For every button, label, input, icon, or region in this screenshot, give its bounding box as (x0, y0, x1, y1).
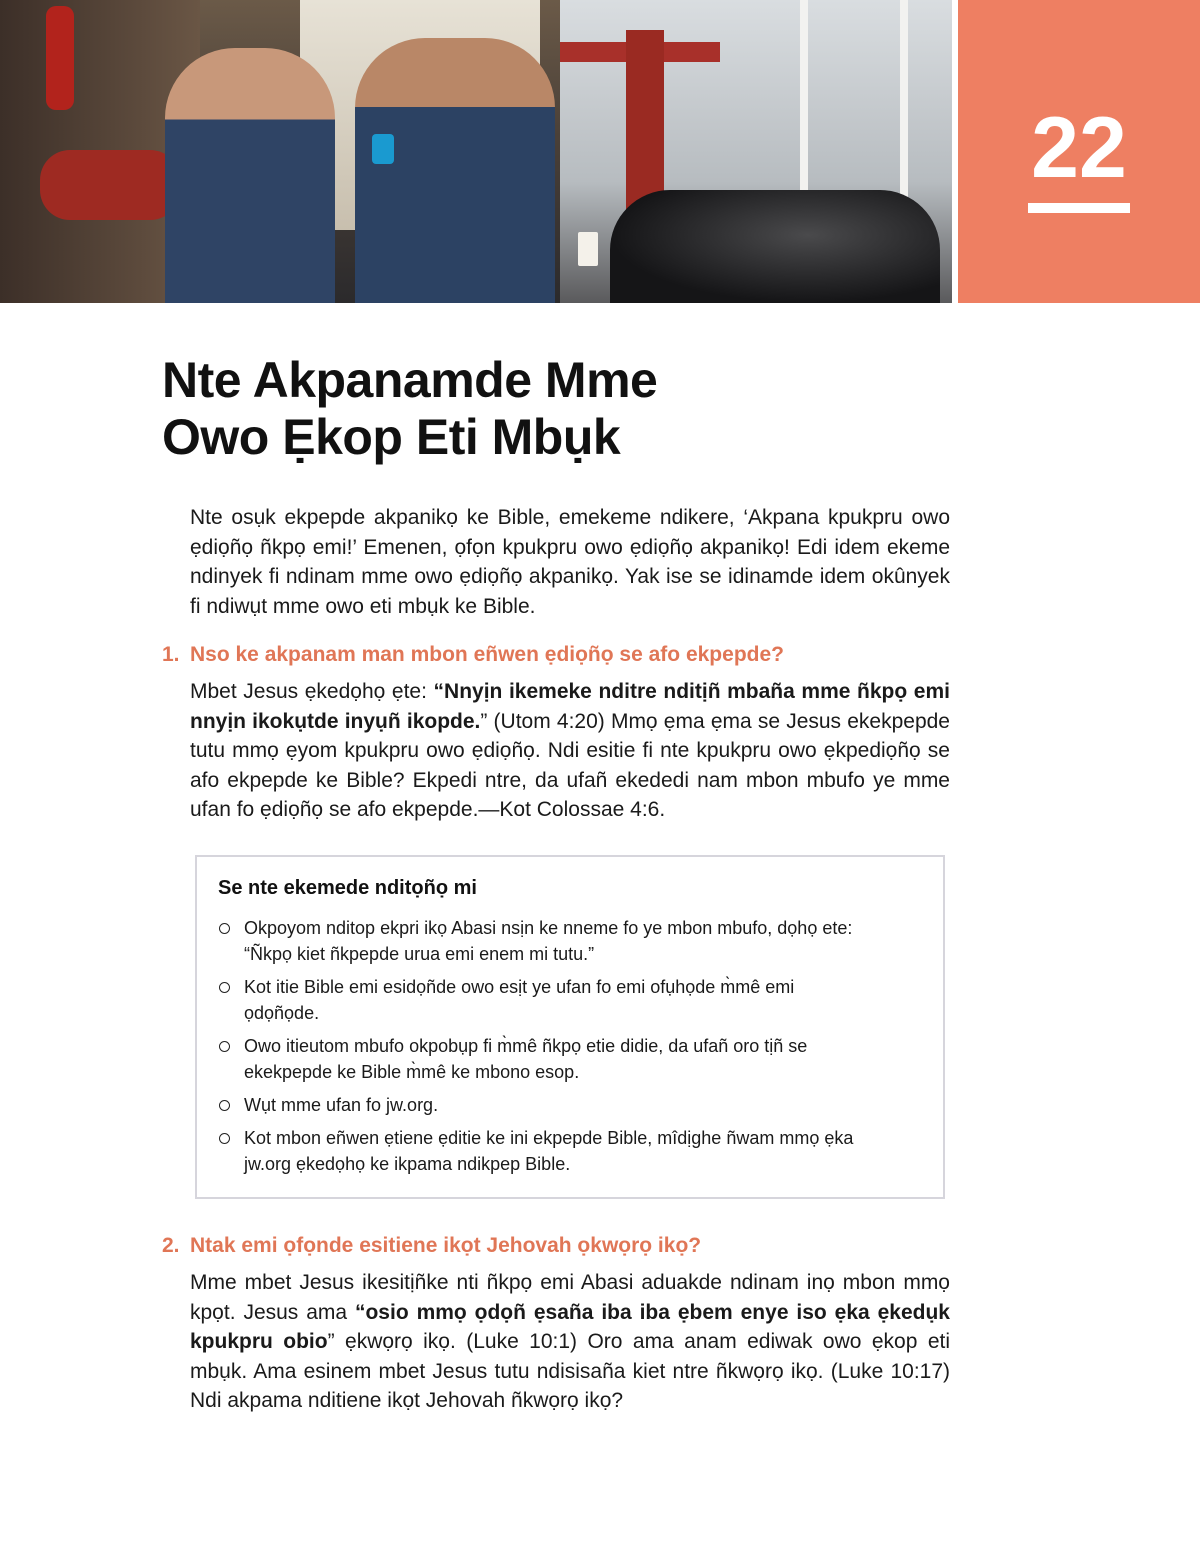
section-2-quote: “osio mmọ ọdọñ ẹsaña iba iba ẹbem enye iso ẹka ẹkedụk kpukpru obio (190, 1300, 950, 1354)
question-1-text: Nso ke akpanam man mbon eñwen ẹdiọñọ se afo ekpepde? (190, 643, 784, 666)
bullet-circle-icon (219, 923, 230, 934)
list-item-text: Okpoyom nditop ekpri ikọ Abasi nsịn ke nneme fo ye mbon mbufo, dọhọ ete: “Ñkpọ kiet ñkpepde urua emi enem mi tutu.” (244, 918, 853, 964)
chapter-underline (1028, 203, 1130, 213)
section-1-quote: “Nnyịn ikemeke nditre nditịñ mbaña mme ñkpọ emi nnyịn ikokụtde inyụñ ikopde. (190, 680, 950, 733)
page-title (162, 352, 942, 466)
chapter-number: 22 (1031, 100, 1127, 196)
list-item-text: Kot itie Bible emi esidọñde owo esịt ye ufan fo emi ofụhọde m̀mê emi ọdọñọde. (244, 977, 795, 1023)
list-item (219, 1033, 859, 1085)
tips-box (195, 855, 945, 1199)
list-item-text: Kot mbon eñwen ẹtiene ẹditie ke ini ekpepde Bible, mîdịghe ñwam mmọ ẹka jw.org ẹkedọhọ ke ikpama ndikpep Bible. (244, 1128, 854, 1174)
bullet-circle-icon (219, 1041, 230, 1052)
section-1-text-after: ” (Utom 4:20) Mmọ ẹma ẹma se Jesus ekekpepde tutu mmọ ẹyom kpukpru owo ẹdiọñọ. Ndi esitie fi nte kpukpru owo ẹkpediọñọ se afo ekpepde ke Bible? Ekpedi ntre, da ufañ ekededi nam mbon mbufo ye mme ufan fo ẹdiọñọ se afo ekpepde.—Kot Colossae 4:6. (190, 709, 950, 822)
list-item (219, 1125, 859, 1177)
section-1-text-before: Mbet Jesus ẹkedọhọ ẹte: (190, 680, 434, 703)
list-item (219, 974, 859, 1026)
question-2-number: 2. (162, 1234, 180, 1257)
list-item (219, 1092, 859, 1118)
section-2-paragraph (190, 1268, 950, 1416)
question-2-text: Ntak emi ọfọnde esitiene ikọt Jehovah ọkwọrọ ikọ? (190, 1234, 702, 1257)
section-1-paragraph (190, 677, 950, 825)
chapter-number-box (958, 0, 1200, 303)
question-1-heading (162, 641, 952, 669)
header-photo (0, 0, 952, 303)
intro-paragraph: Nte osụk ekpepde akpanikọ ke Bible, emekeme ndikere, ‘Akpana kpukpru owo ẹdiọñọ ñkpọ emi!’ Emenen, ọfọn kpukpru owo ẹdiọñọ akpanikọ! Edi idem ekeme ndinyek fi ndinam mme owo ẹdiọñọ akpanikọ. Yak ise se idinamde idem okûnyek fi ndiwụt mme owo eti mbụk ke Bible. (190, 506, 950, 618)
list-item-text: Wụt mme ufan fo jw.org. (244, 1095, 439, 1115)
list-item (219, 915, 859, 967)
section-2-text-before: Mme mbet Jesus ikesitịñke nti ñkpọ emi Abasi aduakde ndinam inọ mbon mmọ kpọt. Jesus ama (190, 1271, 950, 1324)
page-title-line2: Owo Ẹkop Eti Mbụk (162, 409, 621, 465)
tips-box-title: Se nte ekemede nditọñọ mi (218, 877, 477, 899)
question-2-heading (162, 1232, 952, 1260)
bullet-circle-icon (219, 982, 230, 993)
page-title-line1: Nte Akpanamde Mme (162, 352, 658, 408)
section-2-text-after: ” ẹkwọrọ ikọ. (Luke 10:1) Oro ama anam ediwak owo ẹkop eti mbụk. Ama esinem mbet Jesus tutu ndisisaña kiet ntre ñkwọrọ ikọ. (Luke 10:17) Ndi akpama nditiene ikọt Jehovah ñkwọrọ ikọ? (190, 1330, 950, 1413)
question-1-number: 1. (162, 643, 180, 666)
bullet-circle-icon (219, 1100, 230, 1111)
bullet-circle-icon (219, 1133, 230, 1144)
list-item-text: Owo itieutom mbufo okpobụp fi m̀mê ñkpọ etie didie, da ufañ oro tịñ se ekekpepde ke Bible m̀mê ke mbono esop. (244, 1036, 808, 1082)
tips-list (219, 915, 859, 1184)
